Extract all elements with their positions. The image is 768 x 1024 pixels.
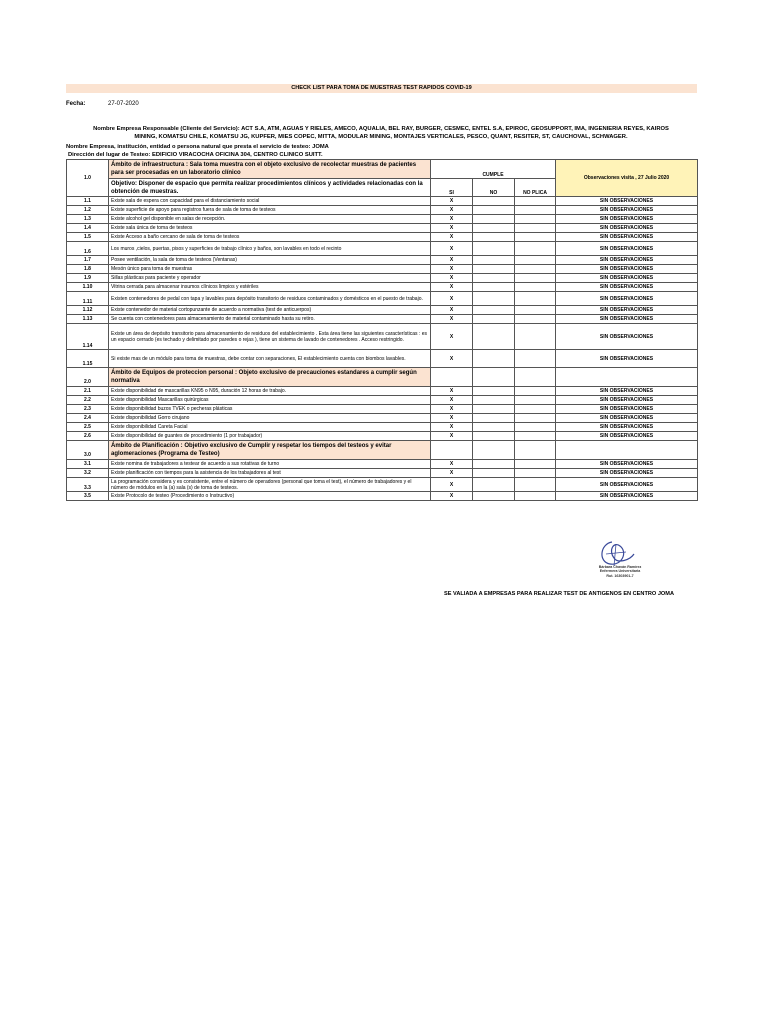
si-mark: X: [431, 242, 473, 256]
item-description: Si existe mas de un módulo para toma de muestras, debe contar con separaciones, El establecimiento cuenta con biombos lavables.: [109, 350, 431, 368]
section-title: Ámbito de Planificación : Objetivo exclusivo de Cumplir y respetar los tiempos del testeos y evitar aglomeraciones (Programa de Testeo): [109, 441, 431, 460]
no-aplica-cell: [515, 387, 556, 396]
no-cell: [473, 469, 515, 478]
item-description: Los muros ,cielos, puertas, pisos y superficies de trabajo clínico y baños, son lavables en todo el recinto: [109, 242, 431, 256]
observations-header: Observaciones visita , 27 Julio 2020: [556, 160, 698, 197]
signature-role: Enfermera Universitaria: [599, 569, 641, 574]
no-cell: [473, 197, 515, 206]
item-number: 1.7: [67, 256, 109, 265]
no-cell: [473, 478, 515, 492]
si-mark: X: [431, 432, 473, 441]
si-mark: X: [431, 224, 473, 233]
item-number: 2.4: [67, 414, 109, 423]
document-title: CHECK LIST PARA TOMA DE MUESTRAS TEST RAPIDOS COVID-19: [66, 84, 697, 93]
no-cell: [473, 387, 515, 396]
observation-text: SIN OBSERVACIONES: [556, 396, 698, 405]
section-row: [67, 441, 698, 460]
section-title: Ámbito de Equipos de proteccion personal : Objeto exclusivo de precauciones estandares a cumplir según normativa: [109, 368, 431, 387]
no-aplica-cell: [515, 405, 556, 414]
item-number: 1.14: [67, 324, 109, 350]
item-number: 2.1: [67, 387, 109, 396]
observation-text: SIN OBSERVACIONES: [556, 265, 698, 274]
item-description: Sillas plásticas para paciente y operador: [109, 274, 431, 283]
item-description: Existe disponibilidad de guantes de procedimiento (1 por trabajador): [109, 432, 431, 441]
no-aplica-cell: [515, 324, 556, 350]
checklist-row: [67, 492, 698, 501]
si-mark: X: [431, 423, 473, 432]
si-mark: X: [431, 387, 473, 396]
cumple-header: CUMPLE: [431, 160, 556, 179]
checklist-row: [67, 396, 698, 405]
checklist-row: [67, 233, 698, 242]
checklist-row: [67, 265, 698, 274]
checklist-row: [67, 274, 698, 283]
si-mark: X: [431, 469, 473, 478]
no-cell: [473, 306, 515, 315]
no-header: NO: [473, 179, 515, 197]
footer-note: SE VALIADA A EMPRESAS PARA REALIZAR TEST DE ANTIGENOS EN CENTRO JOMA: [444, 591, 674, 597]
si-mark: X: [431, 492, 473, 501]
si-header: SI: [431, 179, 473, 197]
item-number: 1.15: [67, 350, 109, 368]
si-mark: X: [431, 292, 473, 306]
observation-text: SIN OBSERVACIONES: [556, 283, 698, 292]
item-number: 3.5: [67, 492, 109, 501]
no-cell: [473, 324, 515, 350]
item-description: Mesón único para toma de muestras: [109, 265, 431, 274]
si-mark: X: [431, 233, 473, 242]
no-aplica-cell: [515, 460, 556, 469]
observation-text: SIN OBSERVACIONES: [556, 306, 698, 315]
checklist-row: [67, 242, 698, 256]
si-mark: X: [431, 460, 473, 469]
item-number: 1.8: [67, 265, 109, 274]
si-mark: X: [431, 215, 473, 224]
item-number: 3.2: [67, 469, 109, 478]
item-number: 1.12: [67, 306, 109, 315]
item-description: Existe alcohol gel disponible en salas de recepción.: [109, 215, 431, 224]
item-number: 1.5: [67, 233, 109, 242]
no-aplica-header: NO PLICA: [515, 179, 556, 197]
section-header-row: [67, 160, 698, 179]
item-number: 1.10: [67, 283, 109, 292]
no-aplica-cell: [515, 423, 556, 432]
si-mark: X: [431, 206, 473, 215]
service-provider: Nombre Empresa, institución, entidad o persona natural que presta el servicio de testeo: JOMA: [66, 144, 329, 150]
checklist-row: [67, 315, 698, 324]
date-label: Fecha:: [66, 101, 86, 107]
si-mark: X: [431, 265, 473, 274]
no-cell: [473, 315, 515, 324]
item-description: Existen contenedores de pedal con tapa y lavables para depósito transitorio de residuos contaminados y domésticos en el puesto de trabajo.: [109, 292, 431, 306]
checklist-row: [67, 405, 698, 414]
item-description: Existe planificación con tiempos para la asistencia de los trabajadores al test: [109, 469, 431, 478]
no-cell: [473, 414, 515, 423]
observation-text: SIN OBSERVACIONES: [556, 242, 698, 256]
no-aplica-cell: [515, 368, 556, 387]
item-number: 1.4: [67, 224, 109, 233]
no-cell: [473, 350, 515, 368]
observation-text: SIN OBSERVACIONES: [556, 432, 698, 441]
no-aplica-cell: [515, 414, 556, 423]
no-cell: [473, 492, 515, 501]
checklist-row: [67, 215, 698, 224]
item-description: Existe disponibilidad Careta Facial: [109, 423, 431, 432]
item-description: Existe disponibilidad buzos TVEK o pecheras plásticas: [109, 405, 431, 414]
no-aplica-cell: [515, 242, 556, 256]
no-cell: [473, 256, 515, 265]
observation-text: SIN OBSERVACIONES: [556, 224, 698, 233]
si-mark: X: [431, 315, 473, 324]
observation-text: SIN OBSERVACIONES: [556, 414, 698, 423]
item-description: Posee ventilación, la sala de toma de testeos (Ventanas): [109, 256, 431, 265]
no-cell: [473, 265, 515, 274]
observation-text: SIN OBSERVACIONES: [556, 215, 698, 224]
no-cell: [473, 460, 515, 469]
checklist-row: [67, 414, 698, 423]
observation-text: SIN OBSERVACIONES: [556, 315, 698, 324]
observation-text: SIN OBSERVACIONES: [556, 274, 698, 283]
no-aplica-cell: [515, 256, 556, 265]
si-cell: [431, 441, 473, 460]
signature-name: Bárbara Chaván Ramírez: [598, 565, 642, 569]
no-aplica-cell: [515, 396, 556, 405]
observation-text: SIN OBSERVACIONES: [556, 492, 698, 501]
checklist-row: [67, 423, 698, 432]
no-aplica-cell: [515, 292, 556, 306]
no-cell: [473, 423, 515, 432]
responsible-companies-line2: MINING, KOMATSU CHILE, KOMATSU JG, KUPFER, MIES COPEC, MITTA, MODULAR MINING, MONTAJES VERTICALES, PESCO, QUANT, RESITER, ST, CAUCHOVAL, SCHWAGER.: [134, 134, 628, 140]
observation-text: SIN OBSERVACIONES: [556, 405, 698, 414]
checklist-row: [67, 283, 698, 292]
objective-text: Objetivo: Disponer de espacio que permita realizar procedimientos clínicos y actividades relacionadas con la obtención de muestras.: [109, 179, 431, 197]
no-cell: [473, 242, 515, 256]
no-aplica-cell: [515, 197, 556, 206]
observation-cell: [556, 441, 698, 460]
observation-text: SIN OBSERVACIONES: [556, 292, 698, 306]
no-cell: [473, 206, 515, 215]
item-number: 1.13: [67, 315, 109, 324]
item-number: 1.2: [67, 206, 109, 215]
si-mark: X: [431, 197, 473, 206]
no-cell: [473, 283, 515, 292]
item-number: 2.5: [67, 423, 109, 432]
no-cell: [473, 368, 515, 387]
no-cell: [473, 215, 515, 224]
item-description: Existe un área de depósito transitorio para almacenamiento de residuos del establecimiento . Esta área tiene las siguientes características : es un espacio cerrado (es techado y delimitado por paredes o rejas ), tiene un sistema de lavado de contenedores . Acceso restringido.: [109, 324, 431, 350]
no-cell: [473, 233, 515, 242]
no-aplica-cell: [515, 315, 556, 324]
no-aplica-cell: [515, 265, 556, 274]
item-description: Existe Acceso a baño cercano de sala de toma de testeos: [109, 233, 431, 242]
checklist-table: [66, 159, 698, 501]
si-mark: X: [431, 283, 473, 292]
no-cell: [473, 274, 515, 283]
checklist-row: [67, 478, 698, 492]
no-aplica-cell: [515, 283, 556, 292]
no-aplica-cell: [515, 306, 556, 315]
item-number: 1.6: [67, 242, 109, 256]
date-value: 27-07-2020: [108, 101, 139, 107]
item-description: Existe superficie de apoyo para registros fuera de sala de toma de testeos: [109, 206, 431, 215]
item-description: Existe nomina de trabajadores a testear de acuerdo a sus rotativas de turno: [109, 460, 431, 469]
no-aplica-cell: [515, 233, 556, 242]
checklist-row: [67, 292, 698, 306]
si-mark: X: [431, 350, 473, 368]
item-number: 3.1: [67, 460, 109, 469]
no-aplica-cell: [515, 441, 556, 460]
item-number: 1.9: [67, 274, 109, 283]
responsible-companies-line1: Nombre Empresa Responsable (Cliente del Servicio): ACT S.A, ATM, AGUAS Y RIELES, AMECO, AQUALIA, BEL RAY, BURGER, CESMEC, ENTEL S.A, EPIROC, GEOSUPPORT, IMA, INGENIERIA REYES, KAIROS: [93, 126, 669, 132]
item-description: Existe disponibilidad de mascarillas KN95 o N95, duración 12 horas de trabajo.: [109, 387, 431, 396]
item-number: 3.3: [67, 478, 109, 492]
item-description: La programación considera y es consistente, entre el número de operadores (personal que toma el test), el número de trabajadores y el número de módulos en la (a) sala (s) de toma de testeos.: [109, 478, 431, 492]
section-title: Ámbito de infraestructura : Sala toma muestra con el objeto exclusivo de recolectar muestras de pacientes para ser procesadas en un laboratorio clínico: [109, 160, 431, 179]
responsible-companies: [70, 125, 692, 141]
si-mark: X: [431, 256, 473, 265]
checklist-row: [67, 224, 698, 233]
si-mark: X: [431, 414, 473, 423]
item-description: Se cuenta con contenedores para almacenamiento de material contaminado hasta su retiro.: [109, 315, 431, 324]
observation-text: SIN OBSERVACIONES: [556, 206, 698, 215]
checklist-row: [67, 469, 698, 478]
checklist-row: [67, 432, 698, 441]
signature-block: [590, 565, 650, 578]
checklist-row: [67, 256, 698, 265]
signature-rut: Rut. 16303901-7: [606, 573, 634, 578]
si-mark: X: [431, 478, 473, 492]
testing-address: Dirección del lugar de Testeo: EDIFICIO VIRACOCHA OFICINA 304, CENTRO CLINICO SUITT.: [68, 152, 323, 158]
observation-text: SIN OBSERVACIONES: [556, 469, 698, 478]
no-aplica-cell: [515, 492, 556, 501]
si-mark: X: [431, 324, 473, 350]
item-number: 1.3: [67, 215, 109, 224]
item-description: Existe Protocolo de testeo (Procedimiento o Instructivo): [109, 492, 431, 501]
observation-text: SIN OBSERVACIONES: [556, 387, 698, 396]
observation-text: SIN OBSERVACIONES: [556, 423, 698, 432]
checklist-row: [67, 350, 698, 368]
item-description: Existe sala única de toma de testeos: [109, 224, 431, 233]
no-aplica-cell: [515, 478, 556, 492]
observation-text: SIN OBSERVACIONES: [556, 460, 698, 469]
item-number: 2.2: [67, 396, 109, 405]
no-aplica-cell: [515, 469, 556, 478]
checklist-row: [67, 206, 698, 215]
item-number: 2.6: [67, 432, 109, 441]
item-description: Existe disponibilidad Gorro cirujano: [109, 414, 431, 423]
checklist-row: [67, 306, 698, 315]
si-mark: X: [431, 396, 473, 405]
no-aplica-cell: [515, 274, 556, 283]
si-mark: X: [431, 306, 473, 315]
checklist-row: [67, 460, 698, 469]
observation-text: SIN OBSERVACIONES: [556, 324, 698, 350]
item-description: Existe sala de espera con capacidad para el distanciamiento social: [109, 197, 431, 206]
si-mark: X: [431, 405, 473, 414]
checklist-row: [67, 387, 698, 396]
item-description: Vitrina cerrada para almacenar insumos clínicos limpios y estériles: [109, 283, 431, 292]
section-number: 1.0: [67, 160, 109, 197]
section-number: 3.0: [67, 441, 109, 460]
no-aplica-cell: [515, 432, 556, 441]
no-aplica-cell: [515, 215, 556, 224]
no-cell: [473, 405, 515, 414]
item-description: Existe contenedor de material cortopunzante de acuerdo a normativa (test de anticuerpos): [109, 306, 431, 315]
no-cell: [473, 441, 515, 460]
observation-text: SIN OBSERVACIONES: [556, 233, 698, 242]
checklist-row: [67, 197, 698, 206]
si-cell: [431, 368, 473, 387]
observation-text: SIN OBSERVACIONES: [556, 350, 698, 368]
observation-cell: [556, 368, 698, 387]
no-cell: [473, 292, 515, 306]
item-number: 2.3: [67, 405, 109, 414]
no-cell: [473, 224, 515, 233]
no-aplica-cell: [515, 350, 556, 368]
no-cell: [473, 432, 515, 441]
observation-text: SIN OBSERVACIONES: [556, 478, 698, 492]
item-number: 1.1: [67, 197, 109, 206]
observation-text: SIN OBSERVACIONES: [556, 197, 698, 206]
observation-text: SIN OBSERVACIONES: [556, 256, 698, 265]
section-row: [67, 368, 698, 387]
si-mark: X: [431, 274, 473, 283]
section-number: 2.0: [67, 368, 109, 387]
no-cell: [473, 396, 515, 405]
no-aplica-cell: [515, 206, 556, 215]
item-description: Existe disponibilidad Mascarillas quirúrgicas: [109, 396, 431, 405]
item-number: 1.11: [67, 292, 109, 306]
checklist-row: [67, 324, 698, 350]
no-aplica-cell: [515, 224, 556, 233]
